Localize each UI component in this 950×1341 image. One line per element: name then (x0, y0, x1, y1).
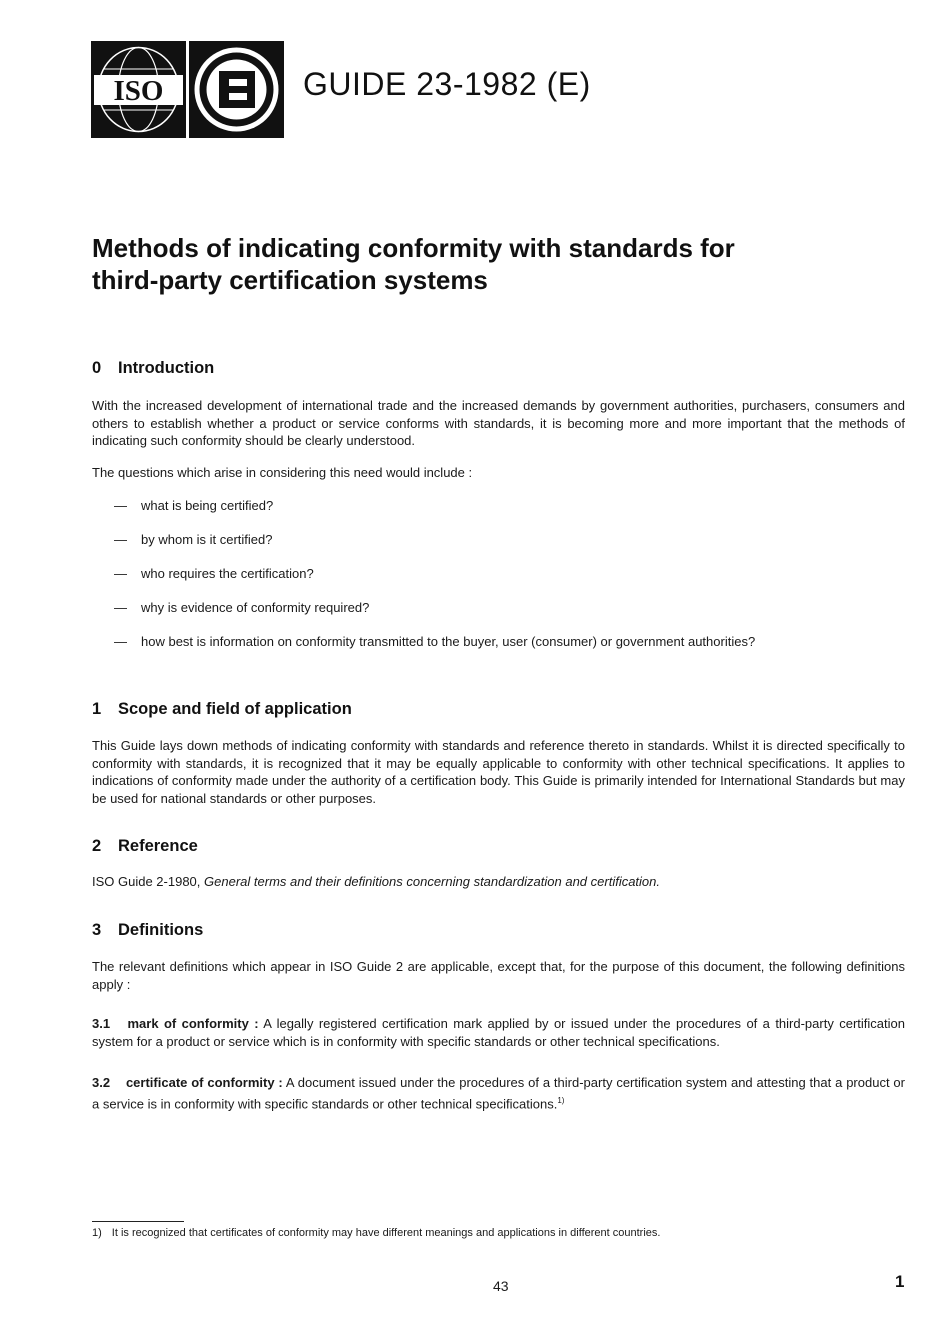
header-logos (91, 41, 284, 138)
footnote (92, 1227, 660, 1239)
scope-paragraph: This Guide lays down methods of indicating conformity with standards and reference thereto in standards. Whilst it is directed specifically to conformity with standards, it is recognized that it may be equally applicable to conformity with other technical specifications. It applies to indications of conformity made under the authority of a certification body. This Guide is primarily intended for International Standards but may be used for national standards or other purposes. (92, 738, 905, 806)
definitions-paragraph: The relevant definitions which appear in ISO Guide 2 are applicable, except that, for the purpose of this document, the following definitions apply : (92, 959, 905, 992)
definition-number: 3.2 (92, 1075, 111, 1090)
reference-paragraph (92, 873, 905, 891)
intro-paragraph-1: With the increased development of international trade and the increased demands by government authorities, purchasers, consumers and others to establish whether a product or service conforms with standards, it is becoming more and more important that the methods of indicating such conformity should be clearly understood. (92, 398, 905, 448)
footnote-divider (92, 1221, 184, 1222)
list-item-text: why is evidence of conformity required? (141, 600, 370, 615)
section-number: 0 (92, 359, 102, 377)
intro-paragraph-2: The questions which arise in considering this need would include : (92, 465, 473, 480)
document-title-line-2: third-party certification systems (92, 265, 488, 295)
list-item-text: by whom is it certified? (141, 532, 273, 547)
dash-bullet: — (114, 532, 127, 547)
dash-bullet: — (114, 634, 127, 649)
iec-logo (189, 41, 284, 138)
iec-logo-text: IEC (234, 134, 239, 136)
definition-text: A legally registered certification mark applied by or issued under the procedures of a third-party certification system for a product or service which is in conformity with specific standards or other technical specifications. (92, 1016, 905, 1049)
section-heading-introduction (92, 359, 214, 378)
iso-logo (91, 41, 186, 138)
list-item-text: what is being certified? (141, 498, 274, 513)
definition-term: certificate of conformity : (125, 1075, 283, 1090)
section-heading-definitions (92, 921, 203, 940)
reference-title: General terms and their definitions concerning standardization and certification. (204, 874, 661, 889)
section-title: Introduction (118, 359, 215, 377)
section-heading-reference (92, 837, 198, 856)
footnote-mark: 1) (92, 1227, 102, 1239)
page-number-center: 43 (493, 1278, 509, 1294)
footnote-text: It is recognized that certificates of conformity may have different meanings and applications in different countries. (111, 1227, 661, 1239)
section-heading-scope (92, 700, 352, 719)
section-number: 3 (92, 921, 102, 939)
page-number-right: 1 (895, 1272, 905, 1291)
list-item-text: who requires the certification? (141, 566, 314, 581)
definition-3-2 (92, 1074, 905, 1112)
iso-logo-text: ISO (113, 75, 164, 107)
definition-text: A document issued under the procedures of a third-party certification system and attesting that a product or a service is in conformity with specific standards or other technical specifications. (92, 1075, 905, 1111)
dash-bullet: — (114, 600, 127, 615)
reference-code: ISO Guide 2-1980, (92, 874, 201, 889)
section-title: Reference (118, 837, 198, 855)
list-item-text: how best is information on conformity transmitted to the buyer, user (consumer) or government authorities? (141, 634, 756, 649)
definition-3-1 (92, 1015, 905, 1050)
dash-bullet: — (114, 566, 127, 581)
document-title (92, 232, 892, 296)
section-number: 2 (92, 837, 102, 855)
section-number: 1 (92, 700, 102, 718)
document-title-line-1: Methods of indicating conformity with standards for (92, 233, 735, 263)
section-title: Definitions (118, 921, 204, 939)
dash-bullet: — (114, 498, 127, 513)
definition-number: 3.1 (92, 1016, 111, 1031)
footnote-reference[interactable]: 1) (557, 1095, 565, 1105)
section-title: Scope and field of application (118, 700, 352, 718)
guide-title: GUIDE 23-1982 (E) (303, 66, 591, 102)
definition-term: mark of conformity : (127, 1016, 259, 1031)
